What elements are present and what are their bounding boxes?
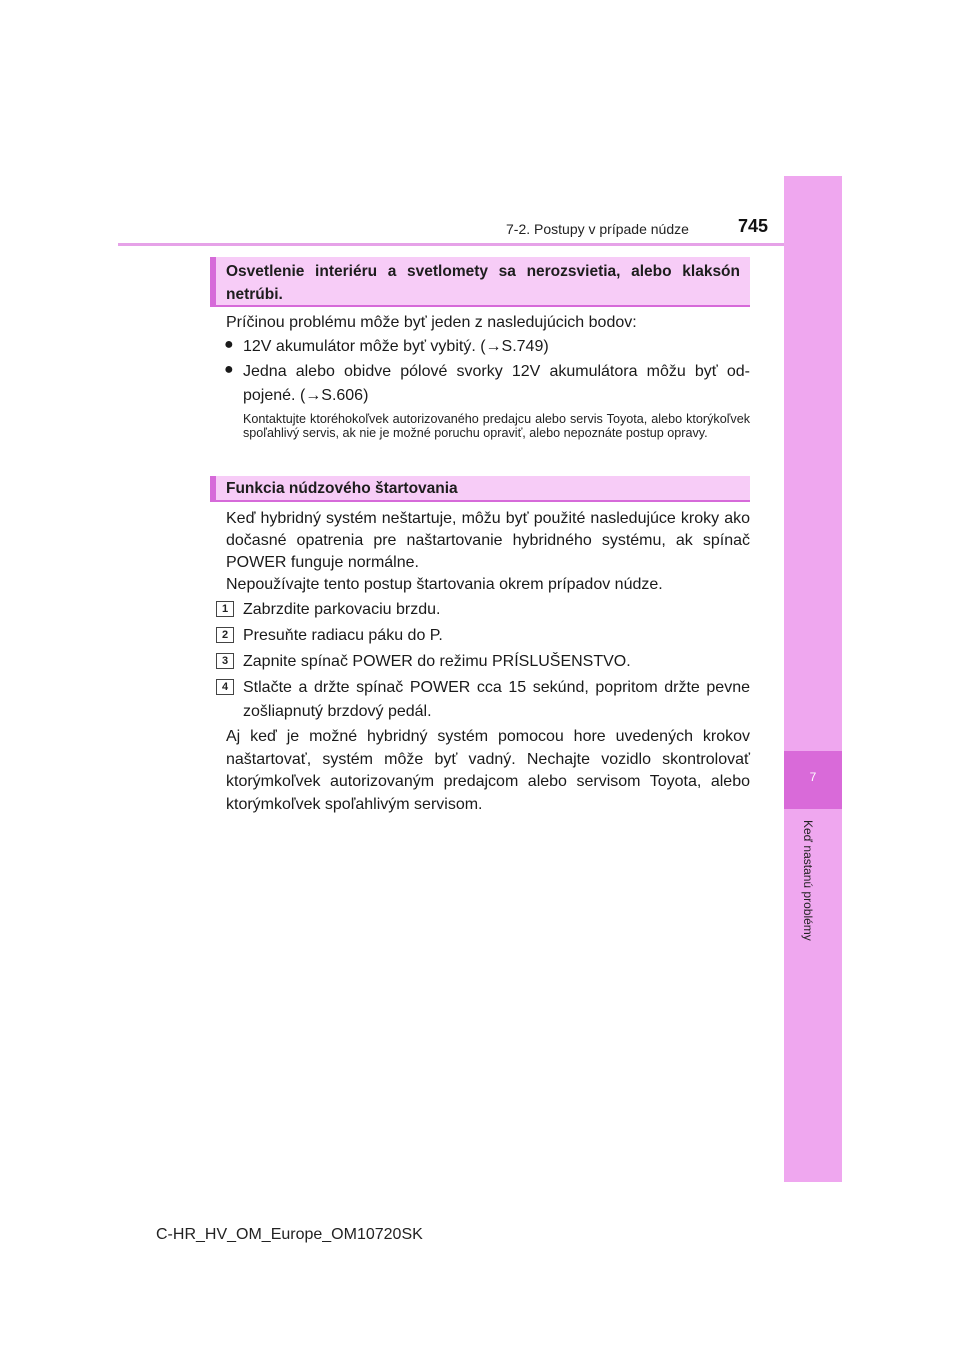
header-section-title: 7-2. Postupy v prípade núdze bbox=[506, 221, 689, 237]
step-number-box: 1 bbox=[216, 601, 234, 617]
chapter-side-tab bbox=[784, 176, 842, 1182]
chapter-label: Keď nastanú problémy bbox=[801, 820, 815, 941]
step-text: Presuňte radiacu páku do P. bbox=[243, 627, 443, 644]
step-text: Stlačte a držte spínač POWER cca 15 sekúnd, popritom držte pevne zošliapnutý brzdový pedál. bbox=[243, 679, 750, 720]
service-note: Kontaktujte ktoréhokoľvek autorizovaného predajcu alebo servis Toyota, alebo ktorýkoľvek spoľahlivý servis, ak nie je možné poruchu opraviť, alebo nepoznáte postup opravy. bbox=[243, 412, 750, 440]
section2-warning: Nepoužívajte tento postup štartovania okrem prípadov núdze. bbox=[226, 576, 663, 593]
section2-intro: Keď hybridný systém neštartuje, môžu byť použité nasledujúce kroky ako dočasné opatrenia pre naštartovanie hybridného systému, ak spínač POWER funguje normálne. bbox=[226, 510, 750, 571]
bullet-icon: ● bbox=[224, 361, 234, 378]
section-heading-lights: Osvetlenie interiéru a svetlomety sa nerozsvietia, alebo klaksón netrúbi. bbox=[210, 257, 750, 307]
bullet-icon: ● bbox=[224, 336, 234, 353]
section-heading-emergency-start: Funkcia núdzového štartovania bbox=[210, 476, 750, 502]
page-number: 745 bbox=[738, 216, 769, 236]
section2-outro: Aj keď je možné hybridný systém pomocou hore uvedených krokov naštartovať, systém môže byť vadný. Nechajte vozidlo skontrolovať ktorýmkoľvek autorizovaným predajcom alebo servisom Toyota, alebo ktorýmkoľvek spoľahlivým servisom. bbox=[226, 728, 750, 813]
step-number-box: 2 bbox=[216, 627, 234, 643]
step-number-box: 3 bbox=[216, 653, 234, 669]
step-number-box: 4 bbox=[216, 679, 234, 695]
step-text: Zabrzdite parkovaciu brzdu. bbox=[243, 601, 441, 618]
chapter-number: 7 bbox=[809, 770, 817, 784]
bullet-item: 12V akumulátor môže byť vybitý. (→S.749) bbox=[243, 338, 549, 355]
section1-intro: Príčinou problému môže byť jeden z nasledujúcich bodov: bbox=[226, 314, 637, 331]
document-code: C-HR_HV_OM_Europe_OM10720SK bbox=[156, 1226, 423, 1243]
header-divider bbox=[118, 243, 784, 246]
step-text: Zapnite spínač POWER do režimu PRÍSLUŠENSTVO. bbox=[243, 653, 631, 670]
bullet-item: Jedna alebo obidve pólové svorky 12V akumulátora môžu byť od- pojené. (→S.606) bbox=[243, 363, 750, 404]
